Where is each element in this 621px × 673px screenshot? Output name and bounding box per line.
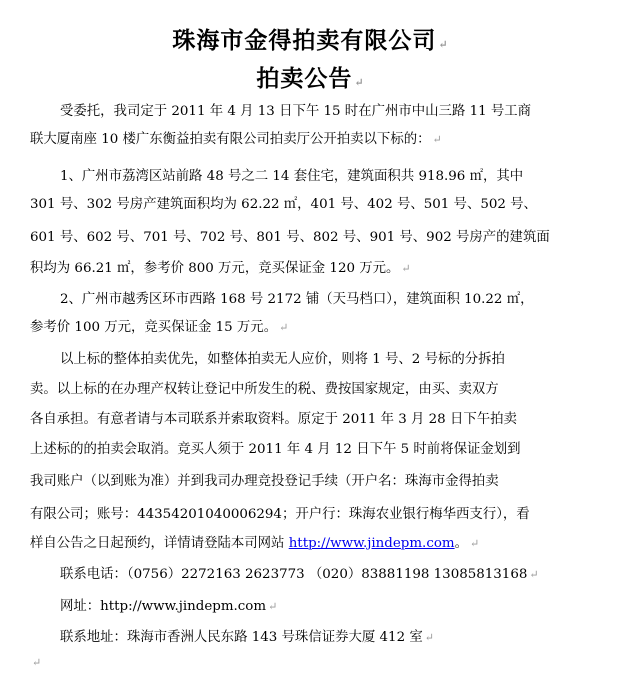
text-line: 1、广州市荔湾区站前路 48 号之二 14 套住宅，建筑面积共 918.96 ㎡，其中 — [60, 169, 524, 184]
text-line: 受委托，我司定于 2011 年 4 月 13 日下午 15 时在广州市中山三路 11 号工商 — [60, 104, 532, 119]
text-line: 有限公司；账号：44354201040006294；开户行：珠海农业银行梅华西支行），看 — [30, 507, 530, 522]
text-line: 参考价 100 万元，竞买保证金 15 万元。 ↵ — [30, 320, 289, 335]
text-line: 我司账户（以到账为准）并到我司办理竞投登记手续（开户名：珠海市金得拍卖 — [30, 474, 499, 489]
empty-paragraph: ↵ — [32, 656, 42, 669]
text-line: 卖。以上标的在办理产权转让登记中所发生的税、费按国家规定，由买、卖双方 — [30, 382, 499, 397]
contact-phone: 联系电话：（0756）2272163 2623773 （020）83881198 13085813168 ↵ — [60, 567, 539, 582]
text-line: 2、广州市越秀区环市西路 168 号 2172 铺（天马档口），建筑面积 10.22 ㎡， — [60, 292, 534, 307]
notice-title: 拍卖公告 ↵ — [256, 65, 365, 92]
website-line: 网址：http://www.jindepm.com ↵ — [60, 599, 278, 614]
text-line: 601 号、602 号、701 号、702 号、801 号、802 号、901 号、902 号房产的建筑面 — [30, 230, 550, 245]
website-link[interactable]: http://www.jindepm.com — [288, 536, 455, 551]
text-line: 联大厦南座 10 楼广东衡益拍卖有限公司拍卖厅公开拍卖以下标的： ↵ — [30, 132, 442, 147]
text-line: 以上标的整体拍卖优先，如整体拍卖无人应价，则将 1 号、2 号标的分拆拍 — [60, 352, 505, 367]
text-line: 301 号、302 号房产建筑面积均为 62.22 ㎡，401 号、402 号、501 号、502 号、 — [30, 197, 537, 212]
text-line: 各自承担。有意者请与本司联系并索取资料。原定于 2011 年 3 月 28 日下午拍卖 — [30, 412, 517, 427]
contact-address: 联系地址：珠海市香洲人民东路 143 号珠信证券大厦 412 室 ↵ — [60, 630, 434, 645]
text-line: 积均为 66.21 ㎡，参考价 800 万元，竞买保证金 120 万元。 ↵ — [30, 261, 411, 276]
company-title: 珠海市金得拍卖有限公司 ↵ — [172, 27, 449, 54]
text-line: 上述标的的拍卖会取消。竞买人须于 2011 年 4 月 12 日下午 5 时前将保证金划到 — [30, 442, 521, 457]
text-line: 样自公告之日起预约，详情请登陆本司网站 http://www.jindepm.com。 ↵ — [30, 536, 480, 551]
